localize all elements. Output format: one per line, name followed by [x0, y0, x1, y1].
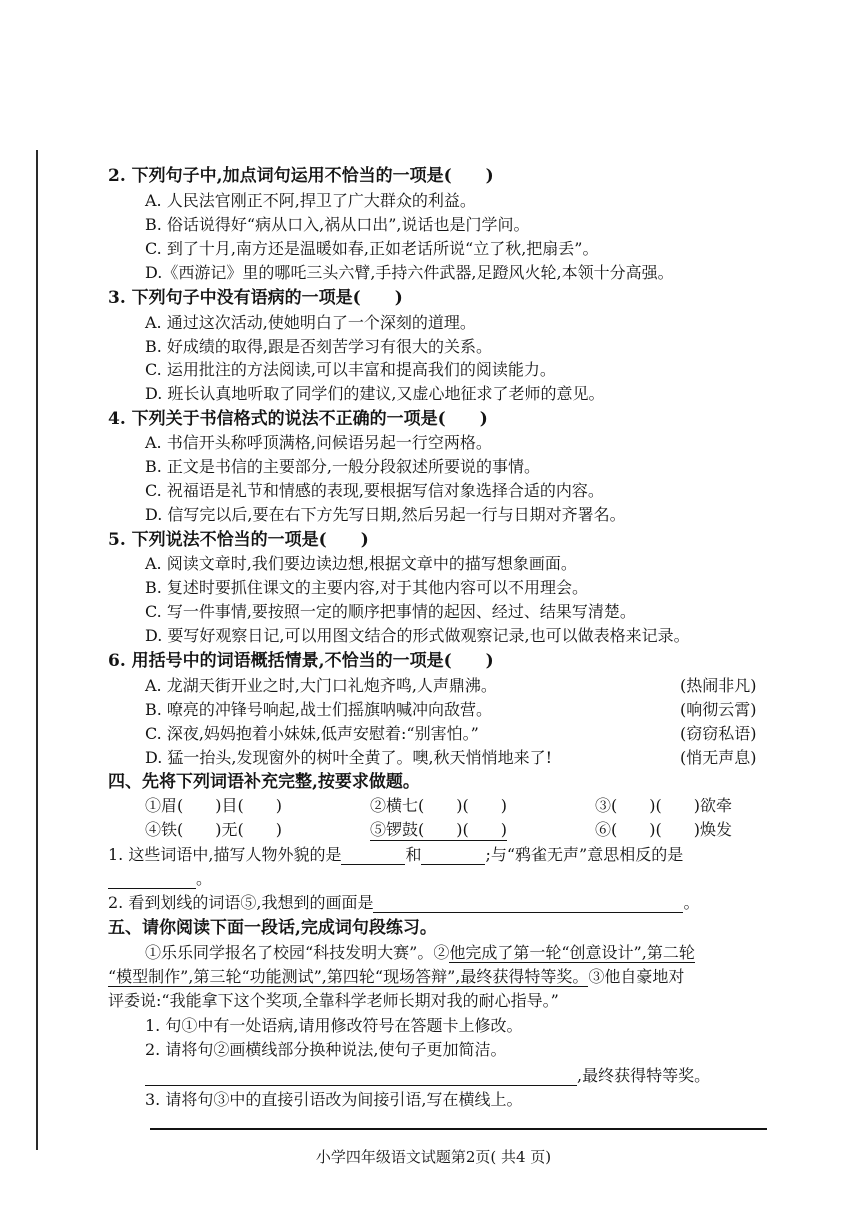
option-tag: (窃窃私语): [680, 724, 757, 743]
question-4-title: 4. 下列关于书信格式的说法不正确的一项是( ): [108, 409, 488, 429]
option-tag: (热闹非凡): [680, 676, 757, 695]
answer-blank[interactable]: [421, 846, 485, 865]
answer-blank[interactable]: [341, 846, 405, 865]
prompt-text: 。: [196, 869, 213, 888]
option-text: A. 龙湖天街开业之时,大门口礼炮齐鸣,人声鼎沸。: [145, 676, 497, 695]
section-5-question-1: 1. 句①中有一处语病,请用修改符号在答题卡上修改。: [145, 1016, 523, 1035]
question-2-option-d: D.《西游记》里的哪吒三头六臂,手持六件武器,足蹬风火轮,本领十分高强。: [145, 263, 674, 282]
passage-underlined-text: 他完成了第一轮“创意设计”,第二轮: [449, 943, 695, 962]
prompt-text: 。: [683, 893, 700, 912]
answer-blank[interactable]: [108, 870, 196, 889]
prompt-text: 和: [405, 845, 422, 864]
section-5-question-2: 2. 请将句②画横线部分换种说法,使句子更加简洁。: [145, 1040, 507, 1059]
question-4-option-c: C. 祝福语是礼节和情感的表现,要根据写信对象选择合适的内容。: [145, 481, 604, 500]
prompt-text: ;与“鸦雀无声”意思相反的是: [485, 845, 684, 864]
idiom-1: ①眉( )目( ): [145, 796, 282, 815]
prompt-text: 2. 看到划线的词语⑤,我想到的画面是: [108, 893, 374, 912]
question-5-option-c: C. 写一件事情,要按照一定的顺序把事情的起因、经过、结果写清楚。: [145, 602, 636, 621]
question-5-option-d: D. 要写好观察日记,可以用图文结合的形式做观察记录,也可以做表格来记录。: [145, 626, 690, 645]
question-4-option-b: B. 正文是书信的主要部分,一般分段叙述所要说的事情。: [145, 457, 541, 476]
option-text: C. 深夜,妈妈抱着小妹妹,低声安慰着:“别害怕。”: [145, 724, 479, 743]
passage-text: ③他自豪地对: [588, 967, 685, 986]
question-3-title: 3. 下列句子中没有语病的一项是( ): [108, 288, 403, 308]
prompt-text: ,最终获得特等奖。: [577, 1066, 711, 1085]
section-5-title: 五、请你阅读下面一段话,完成词句段练习。: [108, 918, 437, 938]
question-3-option-d: D. 班长认真地听取了同学们的建议,又虚心地征求了老师的意见。: [145, 384, 605, 403]
passage-line-1: [145, 943, 695, 963]
option-text: D. 猛一抬头,发现窗外的树叶全黄了。噢,秋天悄悄地来了!: [145, 748, 553, 767]
passage-underlined-text: “模型制作”,第三轮“功能测试”,第四轮“现场答辩”,最终获得特等奖。: [108, 967, 589, 986]
answer-line[interactable]: [150, 1128, 767, 1130]
question-4-option-a: A. 书信开头称呼顶满格,问候语另起一行空两格。: [145, 433, 492, 452]
question-3-option-c: C. 运用批注的方法阅读,可以丰富和提高我们的阅读能力。: [145, 360, 556, 379]
prompt-text: 1. 这些词语中,描写人物外貌的是: [108, 845, 342, 864]
question-5-title: 5. 下列说法不恰当的一项是( ): [108, 530, 369, 550]
question-2-option-b: B. 俗话说得好“病从口入,祸从口出”,说话也是门学问。: [145, 215, 530, 234]
question-6-option-a: [145, 676, 845, 696]
idiom-6: ⑥( )( )焕发: [595, 820, 732, 839]
idiom-2: ②横七( )( ): [370, 796, 507, 815]
option-text: B. 嘹亮的冲锋号响起,战士们摇旗呐喊冲向敌营。: [145, 700, 493, 719]
passage-line-3: 评委说:“我能拿下这个奖项,全靠科学老师长期对我的耐心指导。”: [108, 991, 559, 1010]
page-footer: 小学四年级语文试题第2页( 共4 页): [315, 1148, 552, 1166]
question-2-option-a: A. 人民法官刚正不阿,捍卫了广大群众的利益。: [145, 191, 476, 210]
section-5-question-2-answer: [145, 1066, 710, 1086]
section-4-question-1-cont: [108, 869, 212, 889]
option-tag: (响彻云霄): [680, 700, 757, 719]
question-5-option-a: A. 阅读文章时,我们要边读边想,根据文章中的描写想象画面。: [145, 554, 577, 573]
idiom-4: ④铁( )无( ): [145, 820, 282, 839]
idiom-3: ③( )( )欲牵: [595, 796, 732, 815]
question-6-option-c: [145, 724, 845, 744]
section-5-question-3: 3. 请将句③中的直接引语改为间接引语,写在横线上。: [145, 1090, 523, 1109]
question-2-title: 2. 下列句子中,加点词句运用不恰当的一项是( ): [108, 166, 494, 186]
question-2-option-c: C. 到了十月,南方还是温暖如春,正如老话所说“立了秋,把扇丢”。: [145, 239, 599, 258]
question-3-option-a: A. 通过这次活动,使她明白了一个深刻的道理。: [145, 313, 476, 332]
passage-text: ①乐乐同学报名了校园“科技发明大赛”。②: [145, 943, 450, 962]
idiom-5-underlined: ⑤锣鼓( )( ): [370, 820, 507, 839]
answer-blank[interactable]: [373, 894, 683, 913]
passage-line-2: [108, 967, 684, 987]
question-6-option-d: [145, 748, 845, 768]
section-4-question-1: [108, 845, 683, 865]
question-4-option-d: D. 信写完以后,要在右下方先写日期,然后另起一行与日期对齐署名。: [145, 505, 626, 524]
section-4-title: 四、先将下列词语补充完整,按要求做题。: [108, 772, 420, 792]
binding-margin-line: [36, 150, 38, 1150]
answer-blank[interactable]: [145, 1067, 577, 1086]
question-6-option-b: [145, 700, 845, 720]
question-6-title: 6. 用括号中的词语概括情景,不恰当的一项是( ): [108, 651, 494, 671]
section-4-question-2: [108, 893, 699, 913]
option-tag: (悄无声息): [680, 748, 757, 767]
question-5-option-b: B. 复述时要抓住课文的主要内容,对于其他内容可以不用理会。: [145, 578, 589, 597]
question-3-option-b: B. 好成绩的取得,跟是否刻苦学习有很大的关系。: [145, 337, 493, 356]
